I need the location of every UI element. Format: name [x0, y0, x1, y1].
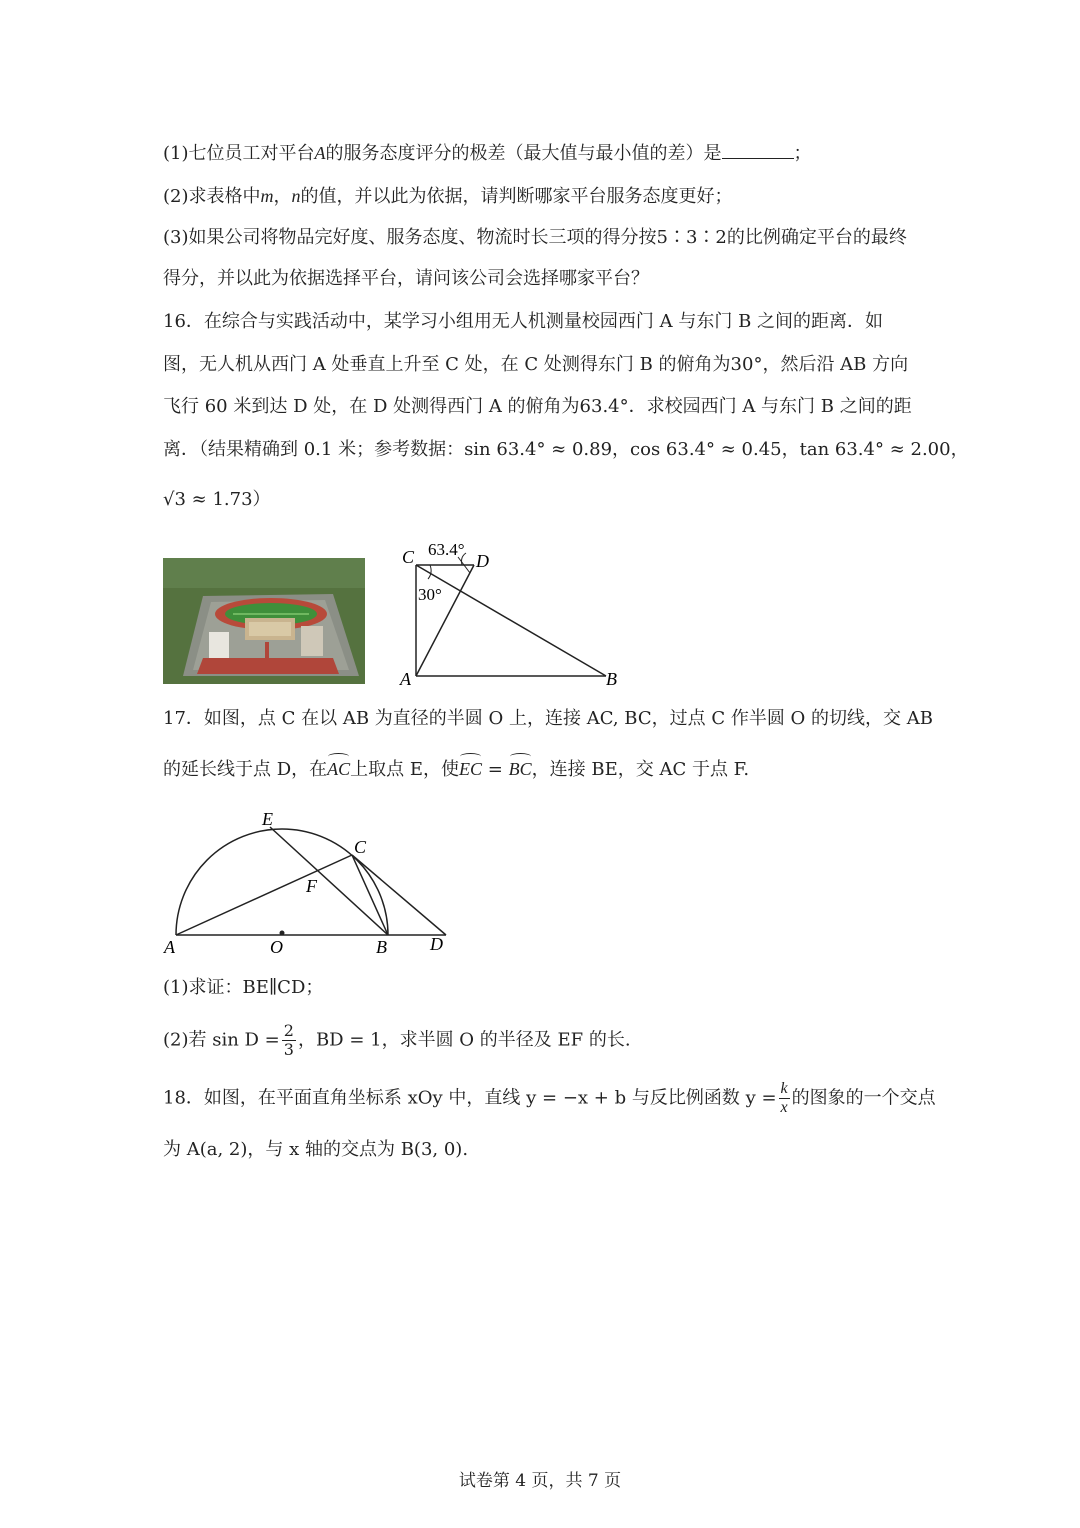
label-C: C	[402, 547, 415, 567]
answer-blank	[722, 140, 794, 159]
center-O	[280, 931, 285, 936]
q17-part1: (1)求证：BE∥CD；	[163, 977, 324, 998]
q18-line1: 18．如图，在平面直角坐标系 xOy 中，直线 y = −x + b 与反比例函数 y = $\frac{k}{x}$ 的图象的一个交点	[163, 1080, 936, 1116]
chord-AC	[176, 855, 352, 935]
label-B: B	[376, 937, 387, 957]
q16-figure	[390, 535, 630, 690]
label-F: F	[306, 876, 317, 896]
chord-BE	[270, 827, 388, 935]
q15-part3-line1: (3)如果公司将物品完好度、服务态度、物流时长三项的得分按5∶3∶2的比例确定平台的最终	[163, 227, 907, 248]
label-D: D	[430, 934, 443, 954]
q16-line1: 16．在综合与实践活动中，某学习小组用无人机测量校园西门 A 与东门 B 之间的距离．如	[163, 311, 884, 332]
page-footer: 试卷第 4 页，共 7 页	[458, 1471, 622, 1491]
label-A: A	[400, 669, 411, 689]
campus-aerial-photo	[163, 558, 365, 684]
label-E: E	[262, 809, 273, 829]
angle-label-63: 63.4°	[428, 540, 465, 559]
arc-EC: EC	[459, 756, 482, 782]
q16-line5: √3 ≈ 1.73）	[163, 489, 271, 510]
q15-part3-line2: 得分，并以此为依据选择平台，请问该公司会选择哪家平台？	[163, 268, 649, 289]
q17-figure	[160, 805, 460, 965]
q18-line2: 为 A(a, 2)，与 x 轴的交点为 B(3, 0).	[163, 1139, 469, 1160]
arc-AC: AC	[327, 756, 350, 782]
label-A: A	[164, 937, 175, 957]
label-D: D	[476, 551, 489, 571]
label-O: O	[270, 937, 283, 957]
q16-line2: 图，无人机从西门 A 处垂直上升至 C 处，在 C 处测得东门 B 的俯角为30°，然后沿 AB 方向	[163, 354, 909, 375]
q17-line1: 17．如图，点 C 在以 AB 为直径的半圆 O 上，连接 AC, BC，过点 C 作半圆 O 的切线，交 AB	[163, 708, 933, 729]
angle-label-30: 30°	[418, 585, 442, 604]
q17-part2: (2)若 sin D = $\frac{2}{3}$ ，BD = 1，求半圆 O 的半径及 EF 的长.	[163, 1021, 631, 1059]
q15-part1: (1)七位员工对平台A的服务态度评分的极差（最大值与最小值的差）是 ；	[163, 140, 812, 167]
q16-line4: 离．（结果精确到 0.1 米；参考数据：sin 63.4° ≈ 0.89，cos 63.4° ≈ 0.45，tan 63.4° ≈ 2.00，	[163, 439, 969, 460]
q17-line2: 的延长线于点 D，在AC上取点 E，使EC = BC，连接 BE，交 AC 于点 F.	[163, 756, 749, 783]
chord-BC	[352, 855, 388, 935]
label-C: C	[354, 837, 367, 857]
tangent-CD	[352, 855, 446, 935]
q16-line3: 飞行 60 米到达 D 处，在 D 处测得西门 A 的俯角为63.4°．求校园西门 A 与东门 B 之间的距	[163, 396, 912, 417]
arc-BC: BC	[509, 756, 532, 782]
label-B: B	[606, 669, 617, 689]
q15-part2: (2)求表格中m，n的值，并以此为依据，请判断哪家平台服务态度更好；	[163, 186, 733, 207]
